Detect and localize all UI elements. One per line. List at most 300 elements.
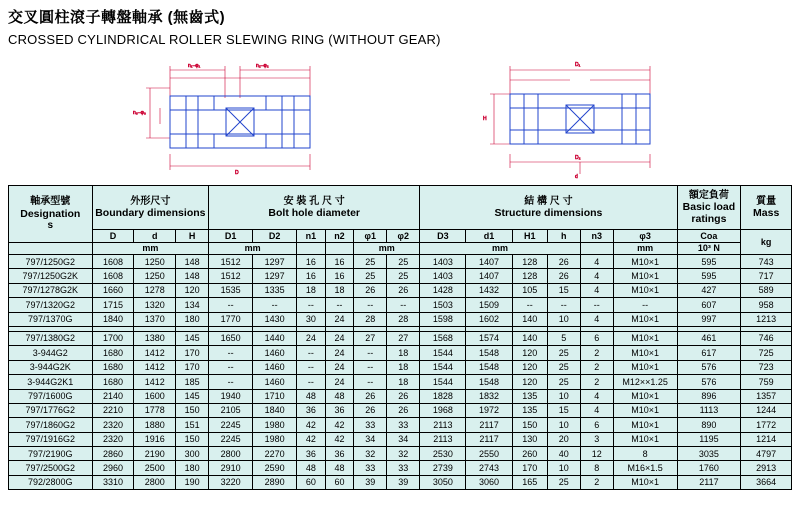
cell-value: -- xyxy=(325,298,354,312)
cell-value: 3060 xyxy=(466,475,512,489)
cell-value: 725 xyxy=(741,346,792,360)
table-body xyxy=(9,255,792,490)
svg-text:d: d xyxy=(575,174,578,180)
cell-value: -- xyxy=(354,360,387,374)
drawing-left-section xyxy=(130,58,390,180)
cell-designation: 797/1776G2 xyxy=(9,403,93,417)
cell-value: 1832 xyxy=(466,389,512,403)
header-structure-dimensions: 結 構 尺 寸 Structure dimensions xyxy=(420,186,677,230)
cell-value: 1380 xyxy=(134,331,176,345)
cell-value: M10×1 xyxy=(613,269,677,283)
cell-value: 1660 xyxy=(92,283,134,297)
cell-value: 2 xyxy=(580,360,613,374)
cell-value: 4797 xyxy=(741,447,792,461)
cell-value: -- xyxy=(297,298,326,312)
cell-value: 1600 xyxy=(134,389,176,403)
table-row xyxy=(9,346,792,360)
cell-value: 135 xyxy=(512,389,547,403)
unit-phi3: mm xyxy=(613,243,677,255)
cell-value: 120 xyxy=(512,375,547,389)
cell-value: 26 xyxy=(387,283,420,297)
cell-value: 2800 xyxy=(209,447,253,461)
cell-value: 2530 xyxy=(420,447,466,461)
table-row xyxy=(9,432,792,446)
cell-value: 34 xyxy=(354,432,387,446)
subheader-D3: D3 xyxy=(420,230,466,243)
cell-value: 34 xyxy=(387,432,420,446)
svg-text:D: D xyxy=(235,170,239,176)
cell-value: 1680 xyxy=(92,360,134,374)
cell-value: 36 xyxy=(325,403,354,417)
cell-value: 1608 xyxy=(92,255,134,269)
table-row xyxy=(9,475,792,489)
subheader-d: d xyxy=(134,230,176,243)
cell-designation: 792/2800G xyxy=(9,475,93,489)
cell-designation: 3-944G2K1 xyxy=(9,375,93,389)
cell-value: 140 xyxy=(512,312,547,326)
cell-value: 5 xyxy=(547,331,580,345)
cell-value: -- xyxy=(387,298,420,312)
cell-value: 165 xyxy=(512,475,547,489)
cell-value: 2743 xyxy=(466,461,512,475)
cell-value: 28 xyxy=(387,312,420,326)
cell-value: 1535 xyxy=(209,283,253,297)
cell-value: 1700 xyxy=(92,331,134,345)
cell-value: 24 xyxy=(325,312,354,326)
cell-value: 16 xyxy=(325,269,354,283)
cell-designation: 797/1380G2 xyxy=(9,331,93,345)
table-row xyxy=(9,403,792,417)
cell-value: 24 xyxy=(325,331,354,345)
unit-coa: 10³ N xyxy=(677,243,741,255)
cell-value: -- xyxy=(512,298,547,312)
cell-value: 1428 xyxy=(420,283,466,297)
cell-value: 16 xyxy=(325,255,354,269)
header-designation: 軸承型號 Designation s xyxy=(9,186,93,243)
cell-designation: 797/2500G2 xyxy=(9,461,93,475)
cell-value: 896 xyxy=(677,389,741,403)
cell-value: 48 xyxy=(297,389,326,403)
cell-value: 1407 xyxy=(466,255,512,269)
cell-value: 1503 xyxy=(420,298,466,312)
cell-value: 1440 xyxy=(253,331,297,345)
cell-value: 26 xyxy=(547,255,580,269)
subheader-h: h xyxy=(547,230,580,243)
cell-value: 6 xyxy=(580,331,613,345)
cell-value: 2113 xyxy=(420,432,466,446)
cell-value: 1357 xyxy=(741,389,792,403)
cell-value: 1972 xyxy=(466,403,512,417)
cell-value: 1297 xyxy=(253,269,297,283)
unit-n3 xyxy=(580,243,613,255)
table-row xyxy=(9,418,792,432)
cell-value: 36 xyxy=(297,447,326,461)
cell-value: M10×1 xyxy=(613,389,677,403)
cell-value: 617 xyxy=(677,346,741,360)
cell-value: 1195 xyxy=(677,432,741,446)
cell-value: 1509 xyxy=(466,298,512,312)
cell-value: 32 xyxy=(354,447,387,461)
subheader-phi3: φ3 xyxy=(613,230,677,243)
cell-value: 1916 xyxy=(134,432,176,446)
cell-value: 1598 xyxy=(420,312,466,326)
cell-value: 39 xyxy=(387,475,420,489)
table-row xyxy=(9,312,792,326)
cell-value: 26 xyxy=(354,403,387,417)
cell-value: 1544 xyxy=(420,360,466,374)
cell-value: -- xyxy=(297,360,326,374)
cell-value: M10×1 xyxy=(613,255,677,269)
cell-value: 1412 xyxy=(134,375,176,389)
table-row xyxy=(9,360,792,374)
cell-designation: 3-944G2 xyxy=(9,346,93,360)
cell-value: 26 xyxy=(354,389,387,403)
cell-value: 2113 xyxy=(420,418,466,432)
cell-value: 1574 xyxy=(466,331,512,345)
cell-value: 120 xyxy=(176,283,209,297)
cell-value: 1244 xyxy=(741,403,792,417)
cell-value: 25 xyxy=(547,346,580,360)
cell-value: 1278 xyxy=(134,283,176,297)
cell-value: 8 xyxy=(613,447,677,461)
cell-value: 2245 xyxy=(209,418,253,432)
cell-value: 576 xyxy=(677,375,741,389)
cell-value: 4 xyxy=(580,403,613,417)
cell-value: -- xyxy=(547,298,580,312)
cell-value: 1512 xyxy=(209,269,253,283)
cell-value: 1430 xyxy=(253,312,297,326)
cell-value: 1715 xyxy=(92,298,134,312)
cell-value: 595 xyxy=(677,255,741,269)
cell-value: 2913 xyxy=(741,461,792,475)
cell-value: 190 xyxy=(176,475,209,489)
cell-value: 12 xyxy=(580,447,613,461)
cell-value: -- xyxy=(354,298,387,312)
cell-value: M10×1 xyxy=(613,360,677,374)
cell-value: M10×1 xyxy=(613,418,677,432)
subheader-D2: D2 xyxy=(253,230,297,243)
page-title-chinese: 交叉圓柱滾子轉盤軸承 (無齒式) xyxy=(8,9,226,26)
cell-value: 2550 xyxy=(466,447,512,461)
unit-bolt-phi: mm xyxy=(354,243,420,255)
cell-value: 170 xyxy=(176,346,209,360)
cell-value: 260 xyxy=(512,447,547,461)
cell-value: 42 xyxy=(325,418,354,432)
cell-value: M10×1 xyxy=(613,403,677,417)
cell-value: 6 xyxy=(580,418,613,432)
cell-value: 2890 xyxy=(253,475,297,489)
cell-value: 759 xyxy=(741,375,792,389)
unit-bolt: mm xyxy=(209,243,297,255)
cell-value: 1213 xyxy=(741,312,792,326)
cell-value: 26 xyxy=(354,283,387,297)
cell-value: 1602 xyxy=(466,312,512,326)
cell-value: 1770 xyxy=(209,312,253,326)
cell-value: 2270 xyxy=(253,447,297,461)
header-basic-load-ratings: 額定負荷 Basic load ratings xyxy=(677,186,741,230)
cell-value: 170 xyxy=(176,360,209,374)
cell-value: 1778 xyxy=(134,403,176,417)
cell-value: 130 xyxy=(512,432,547,446)
cell-value: 42 xyxy=(297,432,326,446)
cell-designation: 797/1320G2 xyxy=(9,298,93,312)
table-row xyxy=(9,375,792,389)
cell-value: 128 xyxy=(512,255,547,269)
cell-value: 39 xyxy=(354,475,387,489)
cell-designation: 797/1250G2K xyxy=(9,269,93,283)
cell-value: -- xyxy=(209,346,253,360)
cell-value: 170 xyxy=(512,461,547,475)
cell-value: 461 xyxy=(677,331,741,345)
subheader-D1: D1 xyxy=(209,230,253,243)
cell-value: 1828 xyxy=(420,389,466,403)
svg-text:n₃–φ₃: n₃–φ₃ xyxy=(133,110,146,116)
cell-value: 27 xyxy=(387,331,420,345)
cell-value: M16×1.5 xyxy=(613,461,677,475)
cell-value: 150 xyxy=(512,418,547,432)
cell-designation: 797/1916G2 xyxy=(9,432,93,446)
page-title-english: CROSSED CYLINDRICAL ROLLER SLEWING RING (WITHOUT GEAR) xyxy=(8,32,441,47)
cell-value: 2860 xyxy=(92,447,134,461)
cell-value: -- xyxy=(209,298,253,312)
cell-value: 24 xyxy=(325,360,354,374)
cell-value: 36 xyxy=(325,447,354,461)
cell-value: -- xyxy=(354,346,387,360)
cell-value: 1412 xyxy=(134,360,176,374)
cell-value: 33 xyxy=(387,461,420,475)
subheader-mass-unit: kg xyxy=(741,230,792,255)
cell-value: 2105 xyxy=(209,403,253,417)
cell-value: 595 xyxy=(677,269,741,283)
cell-value: 24 xyxy=(325,375,354,389)
cell-value: 1407 xyxy=(466,269,512,283)
cell-value: 1840 xyxy=(92,312,134,326)
cell-value: 2140 xyxy=(92,389,134,403)
cell-value: M10×1 xyxy=(613,432,677,446)
cell-value: 48 xyxy=(325,389,354,403)
cell-value: 3035 xyxy=(677,447,741,461)
cell-value: 26 xyxy=(387,403,420,417)
cell-value: 427 xyxy=(677,283,741,297)
cell-value: 48 xyxy=(325,461,354,475)
cell-value: 717 xyxy=(741,269,792,283)
cell-value: 40 xyxy=(547,447,580,461)
cell-value: 3050 xyxy=(420,475,466,489)
cell-value: 1680 xyxy=(92,375,134,389)
cell-value: 26 xyxy=(547,269,580,283)
cell-value: 18 xyxy=(297,283,326,297)
cell-value: 2800 xyxy=(134,475,176,489)
cell-value: 1460 xyxy=(253,346,297,360)
cell-value: 25 xyxy=(354,255,387,269)
cell-value: 2 xyxy=(580,346,613,360)
cell-value: M10×1 xyxy=(613,283,677,297)
cell-value: 145 xyxy=(176,389,209,403)
cell-value: 3664 xyxy=(741,475,792,489)
svg-text:D₂: D₂ xyxy=(575,155,581,161)
technical-drawings xyxy=(0,58,800,180)
cell-value: 32 xyxy=(387,447,420,461)
cell-value: 150 xyxy=(176,403,209,417)
cell-value: 8 xyxy=(580,461,613,475)
cell-value: -- xyxy=(297,346,326,360)
cell-value: 10 xyxy=(547,389,580,403)
table-row xyxy=(9,447,792,461)
cell-value: 15 xyxy=(547,403,580,417)
cell-value: 180 xyxy=(176,461,209,475)
cell-value: 1940 xyxy=(209,389,253,403)
cell-value: 1460 xyxy=(253,375,297,389)
cell-value: -- xyxy=(354,375,387,389)
cell-value: 3310 xyxy=(92,475,134,489)
cell-value: 1710 xyxy=(253,389,297,403)
cell-value: 607 xyxy=(677,298,741,312)
subheader-D: D xyxy=(92,230,134,243)
cell-value: -- xyxy=(580,298,613,312)
cell-value: 1370 xyxy=(134,312,176,326)
cell-value: 2500 xyxy=(134,461,176,475)
cell-value: 128 xyxy=(512,269,547,283)
cell-value: 1548 xyxy=(466,360,512,374)
cell-value: M10×1 xyxy=(613,475,677,489)
cell-value: 18 xyxy=(325,283,354,297)
table-row xyxy=(9,331,792,345)
cell-value: 723 xyxy=(741,360,792,374)
unit-boundary: mm xyxy=(92,243,209,255)
cell-value: 60 xyxy=(297,475,326,489)
cell-value: 4 xyxy=(580,312,613,326)
cell-value: 16 xyxy=(297,269,326,283)
svg-text:n₂–φ₂: n₂–φ₂ xyxy=(256,63,269,69)
table-header xyxy=(9,186,792,255)
cell-value: 18 xyxy=(387,375,420,389)
cell-value: 3 xyxy=(580,432,613,446)
cell-value: 300 xyxy=(176,447,209,461)
cell-value: 589 xyxy=(741,283,792,297)
cell-value: 10 xyxy=(547,418,580,432)
cell-value: 25 xyxy=(387,269,420,283)
subheader-n3: n3 xyxy=(580,230,613,243)
cell-value: 26 xyxy=(387,389,420,403)
cell-designation: 797/1250G2 xyxy=(9,255,93,269)
cell-value: 1412 xyxy=(134,346,176,360)
cell-value: 135 xyxy=(512,403,547,417)
subheader-d1: d1 xyxy=(466,230,512,243)
cell-value: 576 xyxy=(677,360,741,374)
cell-value: 746 xyxy=(741,331,792,345)
cell-value: 42 xyxy=(297,418,326,432)
cell-value: 151 xyxy=(176,418,209,432)
cell-value: 10 xyxy=(547,312,580,326)
cell-value: 1214 xyxy=(741,432,792,446)
cell-value: 120 xyxy=(512,346,547,360)
cell-value: 1403 xyxy=(420,255,466,269)
cell-value: 1608 xyxy=(92,269,134,283)
cell-value: 140 xyxy=(512,331,547,345)
cell-value: 120 xyxy=(512,360,547,374)
header-mass: 質量 Mass xyxy=(741,186,792,230)
cell-value: 1650 xyxy=(209,331,253,345)
cell-value: 180 xyxy=(176,312,209,326)
cell-value: M10×1 xyxy=(613,331,677,345)
cell-value: 1548 xyxy=(466,375,512,389)
subheader-phi2: φ2 xyxy=(387,230,420,243)
cell-value: 2320 xyxy=(92,418,134,432)
cell-value: 1568 xyxy=(420,331,466,345)
cell-value: 42 xyxy=(325,432,354,446)
subheader-n2: n2 xyxy=(325,230,354,243)
cell-value: 1840 xyxy=(253,403,297,417)
cell-value: 2320 xyxy=(92,432,134,446)
cell-value: 185 xyxy=(176,375,209,389)
cell-designation: 797/1860G2 xyxy=(9,418,93,432)
unit-designation xyxy=(9,243,93,255)
header-boundary-dimensions: 外形尺寸 Boundary dimensions xyxy=(92,186,209,230)
cell-value: 4 xyxy=(580,283,613,297)
cell-value: 24 xyxy=(325,346,354,360)
cell-value: 1968 xyxy=(420,403,466,417)
cell-value: 25 xyxy=(354,269,387,283)
cell-value: 24 xyxy=(297,331,326,345)
cell-value: 1297 xyxy=(253,255,297,269)
cell-value: 1544 xyxy=(420,375,466,389)
cell-value: 25 xyxy=(547,475,580,489)
cell-value: 1548 xyxy=(466,346,512,360)
unit-structure: mm xyxy=(420,243,581,255)
cell-value: 18 xyxy=(387,360,420,374)
subheader-phi1: φ1 xyxy=(354,230,387,243)
cell-value: 1980 xyxy=(253,418,297,432)
cell-value: 105 xyxy=(512,283,547,297)
specification-table-wrapper xyxy=(8,185,792,490)
cell-value: 30 xyxy=(297,312,326,326)
cell-value: 2117 xyxy=(677,475,741,489)
cell-value: 4 xyxy=(580,389,613,403)
cell-value: 3220 xyxy=(209,475,253,489)
subheader-n1: n1 xyxy=(297,230,326,243)
cell-value: 36 xyxy=(297,403,326,417)
cell-value: M10×1 xyxy=(613,312,677,326)
cell-value: 2245 xyxy=(209,432,253,446)
table-row xyxy=(9,269,792,283)
svg-text:n₁–φ₁: n₁–φ₁ xyxy=(188,63,201,69)
cell-designation: 3-944G2K xyxy=(9,360,93,374)
svg-text:D₁: D₁ xyxy=(575,62,581,68)
subheader-H1: H1 xyxy=(512,230,547,243)
cell-value: 28 xyxy=(354,312,387,326)
cell-value: 1880 xyxy=(134,418,176,432)
cell-value: 1772 xyxy=(741,418,792,432)
cell-value: -- xyxy=(613,298,677,312)
cell-value: 15 xyxy=(547,283,580,297)
cell-value: 25 xyxy=(387,255,420,269)
cell-value: -- xyxy=(253,298,297,312)
cell-value: 997 xyxy=(677,312,741,326)
header-bolt-hole-diameter: 安 裝 孔 尺 寸 Bolt hole diameter xyxy=(209,186,420,230)
cell-value: 1680 xyxy=(92,346,134,360)
cell-value: 1320 xyxy=(134,298,176,312)
unit-n1 xyxy=(297,243,326,255)
cell-value: 1432 xyxy=(466,283,512,297)
cell-value: M10×1 xyxy=(613,346,677,360)
cell-value: 20 xyxy=(547,432,580,446)
cell-value: -- xyxy=(209,360,253,374)
specification-table xyxy=(8,185,792,490)
cell-value: 2190 xyxy=(134,447,176,461)
cell-value: 48 xyxy=(297,461,326,475)
cell-value: 2210 xyxy=(92,403,134,417)
cell-value: 145 xyxy=(176,331,209,345)
